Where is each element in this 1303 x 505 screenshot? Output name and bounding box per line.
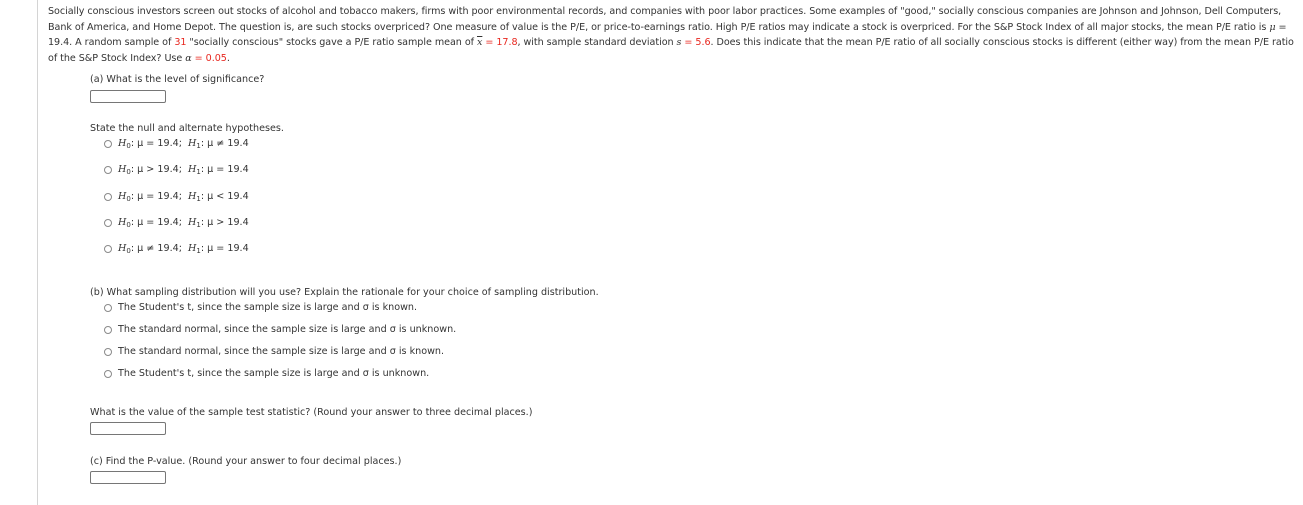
intro-text-1: Socially conscious investors screen out stocks of alcohol and tobacco makers, firms with poor environmental records, and companies with poor labor practices. Some examples of "good," socially conscious companies are Johnson and Johnson, Dell Computers, Bank of America, and Home Depot. The question is, are such stocks overpriced? One measure of value is the P/E, or price-to-earnings ratio. High P/E ratios may indicate a stock is overpriced. For the S&P Stock Index of all major stocks, the mean P/E ratio is	[48, 6, 1282, 33]
radio-button[interactable]	[104, 166, 112, 174]
alpha-value: = 0.05	[191, 52, 227, 64]
h1-label: $H_1$: μ < 19.4	[187, 191, 249, 203]
radio-button[interactable]	[104, 219, 112, 227]
intro-text-4: . Does this indicate that the mean P/E ratio of all socially conscious stocks is different (either way) from the mean P/E ratio of the S&P Stock Index? Use	[48, 37, 1294, 64]
intro-text-3: , with sample standard deviation	[517, 37, 677, 48]
xbar-symbol: $\overline{x}$	[476, 37, 483, 48]
h0-label: $H_0$: μ = 19.4;	[118, 138, 182, 150]
hypotheses-prompt: State the null and alternate hypotheses.	[90, 123, 284, 134]
radio-button[interactable]	[104, 245, 112, 253]
distribution-option-3[interactable]	[104, 346, 444, 357]
intro-text-5: .	[226, 52, 230, 64]
problem-content	[48, 4, 1300, 467]
distribution-label: The Student's t, since the sample size is large and σ is known.	[118, 302, 418, 313]
left-divider	[37, 0, 38, 505]
distribution-option-4[interactable]	[104, 368, 429, 379]
h0-label: $H_0$: μ ≠ 19.4;	[118, 243, 182, 255]
sample-sd-value: = 5.6	[681, 37, 711, 48]
radio-button[interactable]	[104, 326, 112, 334]
part-b-question: (b) What sampling distribution will you use? Explain the rationale for your choice of sampling distribution.	[90, 287, 599, 298]
part-c-question: (c) Find the P-value. (Round your answer to four decimal places.)	[90, 456, 402, 467]
s-symbol: s	[676, 37, 682, 48]
h1-label: $H_1$: μ = 19.4	[187, 243, 249, 255]
h1-label: $H_1$: μ = 19.4	[187, 164, 249, 176]
problem-statement	[48, 4, 1300, 66]
distribution-label: The Student's t, since the sample size is large and σ is unknown.	[118, 368, 430, 379]
hypothesis-option-4[interactable]	[104, 217, 249, 228]
distribution-option-1[interactable]	[104, 302, 417, 313]
h0-label: $H_0$: μ = 19.4;	[118, 191, 182, 203]
hypothesis-option-5[interactable]	[104, 243, 249, 254]
h1-label: $H_1$: μ > 19.4	[187, 217, 249, 229]
distribution-label: The standard normal, since the sample size is large and σ is unknown.	[118, 324, 457, 335]
sample-mean-value: = 17.8	[482, 37, 518, 48]
radio-button[interactable]	[104, 304, 112, 312]
alpha-symbol: α	[185, 52, 192, 64]
hypothesis-option-2[interactable]	[104, 164, 249, 175]
intro-text-2: "socially conscious" stocks gave a P/E ratio sample mean of	[186, 37, 477, 48]
test-statistic-question: What is the value of the sample test statistic? (Round your answer to three decimal places.)	[90, 407, 533, 418]
radio-button[interactable]	[104, 140, 112, 148]
significance-level-input[interactable]	[90, 90, 166, 103]
radio-button[interactable]	[104, 370, 112, 378]
intro-text-mu: = 19.4. A random sample of	[48, 21, 1287, 48]
distribution-option-2[interactable]	[104, 324, 456, 335]
distribution-label: The standard normal, since the sample size is large and σ is known.	[118, 346, 445, 357]
h0-label: $H_0$: μ = 19.4;	[118, 217, 182, 229]
p-value-input[interactable]	[90, 471, 166, 484]
part-a-question: (a) What is the level of significance?	[90, 74, 265, 85]
test-statistic-input[interactable]	[90, 422, 166, 435]
hypothesis-option-1[interactable]	[104, 138, 249, 149]
radio-button[interactable]	[104, 193, 112, 201]
h0-label: $H_0$: μ > 19.4;	[118, 164, 182, 176]
mu-symbol: μ	[1269, 21, 1276, 33]
hypothesis-option-3[interactable]	[104, 191, 249, 202]
radio-button[interactable]	[104, 348, 112, 356]
sample-size-value: 31	[174, 37, 187, 48]
h1-label: $H_1$: μ ≠ 19.4	[187, 138, 249, 150]
